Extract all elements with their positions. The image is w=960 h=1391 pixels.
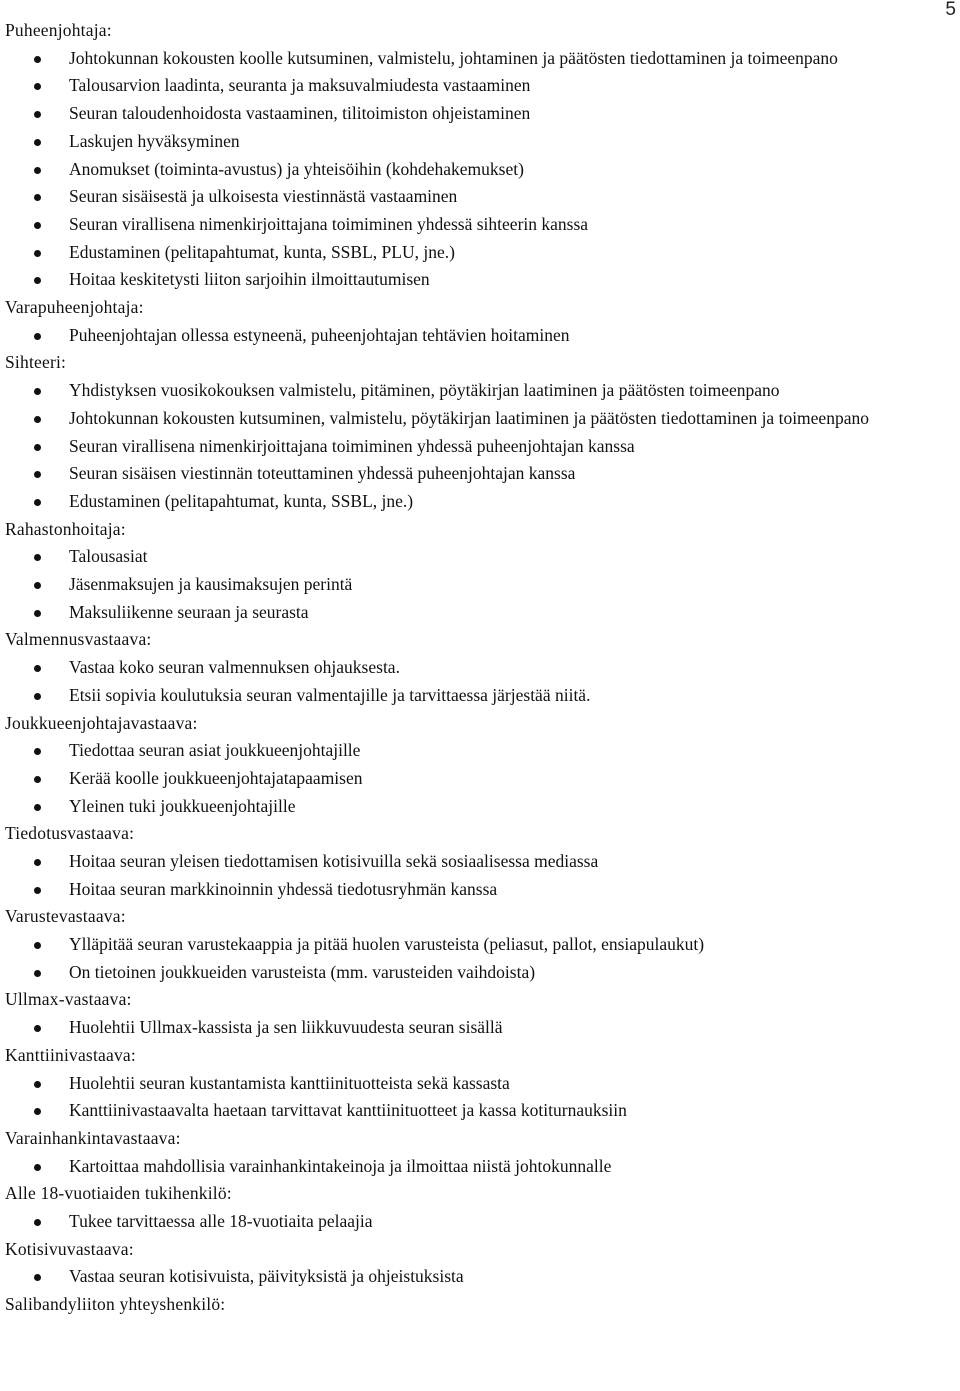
list-item-text: Seuran virallisena nimenkirjoittajana toimiminen yhdessä puheenjohtajan kanssa [69, 435, 635, 456]
list-item-text: Hoitaa seuran markkinoinnin yhdessä tiedotusryhmän kanssa [69, 878, 498, 899]
list-item-text: Vastaa koko seuran valmennuksen ohjauksesta. [69, 657, 400, 678]
bullet-icon [34, 1164, 41, 1171]
section-heading: Alle 18-vuotiaiden tukihenkilö: [5, 1183, 232, 1204]
list-item [5, 128, 889, 156]
list-item-text: Hoitaa seuran yleisen tiedottamisen kotisivuilla sekä sosiaalisessa mediassa [69, 850, 599, 871]
list-item [5, 460, 889, 488]
bullet-icon [34, 83, 41, 90]
section-heading: Ullmax-vastaava: [5, 989, 132, 1010]
bullet-icon [34, 887, 41, 894]
bullet-icon [34, 139, 41, 146]
list-item-text: Laskujen hyväksyminen [69, 130, 240, 151]
list-item [5, 1263, 889, 1291]
list-item [5, 959, 889, 987]
list-item [5, 211, 889, 239]
list-item-text: Seuran sisäisestä ja ulkoisesta viestinnästä vastaaminen [69, 186, 458, 207]
bullet-icon [34, 693, 41, 700]
list-item [5, 737, 889, 765]
list-item [5, 571, 889, 599]
duty-list [5, 1070, 955, 1125]
duty-list [5, 1208, 955, 1236]
section-heading: Rahastonhoitaja: [5, 518, 126, 539]
duty-list [5, 737, 955, 820]
bullet-icon [34, 942, 41, 949]
list-item [5, 682, 889, 710]
list-item-text: Ylläpitää seuran varustekaappia ja pitää huolen varusteista (peliasut, pallot, ensiapulaukut) [69, 934, 705, 955]
list-item [5, 1208, 889, 1236]
list-item [5, 322, 889, 350]
list-item-text: Maksuliikenne seuraan ja seurasta [69, 601, 309, 622]
duty-list [5, 322, 955, 350]
list-item-text: Puheenjohtajan ollessa estyneenä, puheenjohtajan tehtävien hoitaminen [69, 324, 570, 345]
bullet-icon [34, 1025, 41, 1032]
list-item [5, 45, 889, 73]
bullet-icon [34, 250, 41, 257]
list-item-text: Hoitaa keskitetysti liiton sarjoihin ilmoittautumisen [69, 269, 430, 290]
list-item [5, 1014, 889, 1042]
section-heading: Varainhankintavastaava: [5, 1127, 181, 1148]
list-item [5, 488, 889, 516]
list-item-text: Edustaminen (pelitapahtumat, kunta, SSBL, PLU, jne.) [69, 241, 455, 262]
list-item-text: Johtokunnan kokousten kutsuminen, valmistelu, pöytäkirjan laatiminen ja päätösten tiedottaminen ja toimeenpano [69, 407, 869, 428]
page-number: 5 [945, 0, 956, 20]
list-item [5, 156, 889, 184]
duty-list [5, 45, 955, 294]
list-item [5, 1153, 889, 1181]
bullet-icon [34, 970, 41, 977]
list-item-text: Seuran virallisena nimenkirjoittajana toimiminen yhdessä sihteerin kanssa [69, 213, 589, 234]
duty-list [5, 377, 955, 516]
duty-list [5, 543, 955, 626]
list-item-text: Tiedottaa seuran asiat joukkueenjohtajille [69, 740, 361, 761]
list-item-text: On tietoinen joukkueiden varusteista (mm. varusteiden vaihdoista) [69, 961, 536, 982]
duty-list [5, 1153, 955, 1181]
section-heading: Varapuheenjohtaja: [5, 297, 144, 318]
bullet-icon [34, 222, 41, 229]
bullet-icon [34, 471, 41, 478]
list-item [5, 266, 889, 294]
section-heading: Kotisivuvastaava: [5, 1238, 134, 1259]
list-item-text: Huolehtii seuran kustantamista kanttiinituotteista sekä kassasta [69, 1072, 510, 1093]
section-heading: Varustevastaava: [5, 906, 126, 927]
list-item-text: Jäsenmaksujen ja kausimaksujen perintä [69, 574, 353, 594]
bullet-icon [34, 1274, 41, 1281]
bullet-icon [34, 416, 41, 423]
duty-list [5, 1263, 955, 1291]
list-item [5, 72, 889, 100]
list-item [5, 599, 889, 627]
bullet-icon [34, 1108, 41, 1115]
list-item [5, 931, 889, 959]
list-item [5, 543, 889, 571]
list-item [5, 405, 889, 433]
bullet-icon [34, 111, 41, 118]
list-item-text: Vastaa seuran kotisivuista, päivityksistä ja ohjeistuksista [69, 1266, 464, 1287]
list-item [5, 654, 889, 682]
bullet-icon [34, 333, 41, 340]
list-item-text: Kanttiinivastaavalta haetaan tarvittavat kanttiinituotteet ja kassa kotiturnauksiin [69, 1100, 627, 1121]
list-item [5, 765, 889, 793]
list-item-text: Etsii sopivia koulutuksia seuran valmentajille ja tarvittaessa järjestää niitä. [69, 684, 591, 705]
list-item [5, 1097, 889, 1125]
section-heading: Tiedotusvastaava: [5, 823, 135, 844]
duty-list [5, 1014, 955, 1042]
list-item-text: Seuran taloudenhoidosta vastaaminen, tilitoimiston ohjeistaminen [69, 103, 531, 124]
list-item [5, 848, 889, 876]
list-item-text: Talousasiat [69, 546, 148, 567]
bullet-icon [34, 859, 41, 866]
bullet-icon [34, 1081, 41, 1088]
section-heading: Puheenjohtaja: [5, 20, 112, 40]
list-item [5, 876, 889, 904]
bullet-icon [34, 56, 41, 63]
bullet-icon [34, 554, 41, 561]
bullet-icon [34, 388, 41, 395]
list-item-text: Yleinen tuki joukkueenjohtajille [69, 795, 296, 816]
list-item-text: Tukee tarvittaessa alle 18-vuotiaita pelaajia [69, 1211, 373, 1232]
list-item-text: Seuran sisäisen viestinnän toteuttaminen yhdessä puheenjohtajan kanssa [69, 463, 576, 484]
list-item [5, 239, 889, 267]
list-item-text: Kartoittaa mahdollisia varainhankintakeinoja ja ilmoittaa niistä johtokunnalle [69, 1155, 612, 1176]
bullet-icon [34, 748, 41, 755]
list-item [5, 1070, 889, 1098]
section-heading: Sihteeri: [5, 352, 67, 373]
bullet-icon [34, 582, 41, 589]
duty-list [5, 654, 955, 709]
section-heading: Joukkueenjohtajavastaava: [5, 712, 198, 733]
bullet-icon [34, 665, 41, 672]
list-item-text: Huolehtii Ullmax-kassista ja sen liikkuvuudesta seuran sisällä [69, 1017, 503, 1038]
bullet-icon [34, 499, 41, 506]
bullet-icon [34, 610, 41, 617]
duty-list [5, 931, 955, 986]
list-item-text: Talousarvion laadinta, seuranta ja maksuvalmiudesta vastaaminen [69, 75, 531, 96]
list-item-text: Yhdistyksen vuosikokouksen valmistelu, pitäminen, pöytäkirjan laatiminen ja päätösten toimeenpano [69, 380, 780, 401]
list-item [5, 377, 889, 405]
duty-list [5, 848, 955, 903]
document-body [5, 17, 955, 1319]
list-item-text: Anomukset (toiminta-avustus) ja yhteisöihin (kohdehakemukset) [69, 158, 524, 179]
list-item-text: Kerää koolle joukkueenjohtajatapaamisen [69, 767, 363, 788]
list-item [5, 433, 889, 461]
list-item-text: Johtokunnan kokousten koolle kutsuminen, valmistelu, johtaminen ja päätösten tiedottaminen ja toimeenpano [69, 47, 838, 68]
list-item [5, 100, 889, 128]
section-heading: Kanttiinivastaava: [5, 1044, 136, 1065]
list-item [5, 793, 889, 821]
section-heading: Salibandyliiton yhteyshenkilö: [5, 1294, 226, 1315]
bullet-icon [34, 194, 41, 201]
list-item-text: Edustaminen (pelitapahtumat, kunta, SSBL, jne.) [69, 490, 414, 511]
bullet-icon [34, 776, 41, 783]
bullet-icon [34, 804, 41, 811]
bullet-icon [34, 1219, 41, 1226]
bullet-icon [34, 167, 41, 174]
bullet-icon [34, 444, 41, 451]
section-heading: Valmennusvastaava: [5, 629, 152, 650]
bullet-icon [34, 277, 41, 284]
list-item [5, 183, 889, 211]
